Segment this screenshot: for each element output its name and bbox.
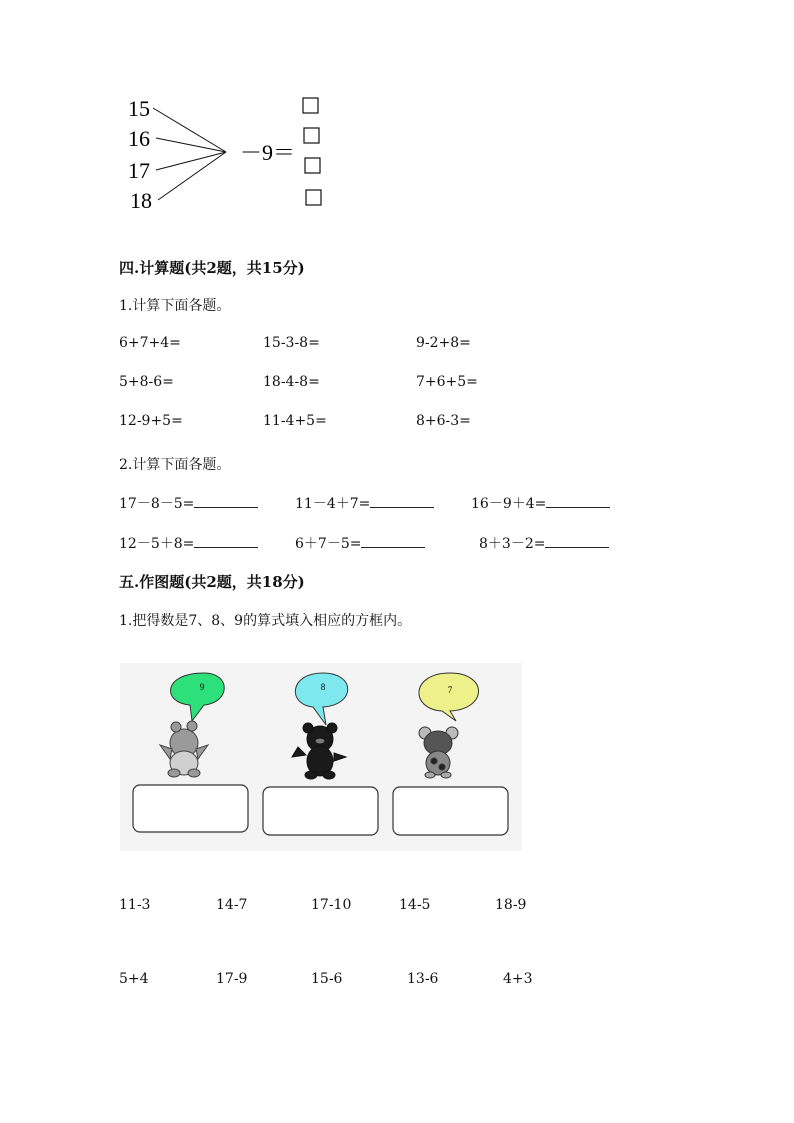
animal-picture bbox=[120, 663, 522, 851]
connector-line bbox=[156, 138, 226, 152]
expression-card[interactable]: 17-10 bbox=[311, 897, 352, 913]
diagram-svg bbox=[120, 88, 340, 218]
expression: 12-9+5= bbox=[119, 413, 183, 429]
answer-box bbox=[303, 98, 318, 113]
fill-expression bbox=[295, 533, 425, 553]
expression-card[interactable]: 11-3 bbox=[119, 897, 151, 913]
answer-box-9 bbox=[133, 785, 248, 832]
answer-box-8 bbox=[263, 787, 378, 835]
answer-blank[interactable] bbox=[545, 533, 609, 548]
connector-line bbox=[158, 152, 226, 200]
expression-card[interactable]: 5+4 bbox=[119, 971, 149, 987]
expression: 7+6+5= bbox=[416, 374, 478, 390]
answer-box bbox=[304, 128, 319, 143]
fill-expression bbox=[479, 533, 609, 553]
expression: 17－8－5= bbox=[119, 496, 195, 512]
fill-expression bbox=[295, 493, 434, 513]
answer-box bbox=[306, 190, 321, 205]
section4-q1-prompt: 1.计算下面各题。 bbox=[119, 298, 231, 314]
expression: 8+6-3= bbox=[416, 413, 471, 429]
expression: 8＋3－2= bbox=[479, 536, 546, 552]
answer-box-7 bbox=[393, 787, 508, 835]
answer-box bbox=[305, 158, 320, 173]
expression-card[interactable]: 4+3 bbox=[503, 971, 533, 987]
diagram-number-15: 15 bbox=[128, 96, 150, 121]
fill-expression bbox=[119, 533, 258, 553]
diagram-operation: －9＝ bbox=[240, 140, 296, 165]
expression-card[interactable]: 13-6 bbox=[407, 971, 439, 987]
answer-blank[interactable] bbox=[361, 533, 425, 548]
subtraction-diagram bbox=[120, 88, 340, 218]
section5-heading: 五.作图题(共2题，共18分) bbox=[119, 573, 305, 591]
expression-card[interactable]: 14-7 bbox=[216, 897, 248, 913]
expression-card[interactable]: 18-9 bbox=[495, 897, 527, 913]
expression-card[interactable]: 17-9 bbox=[216, 971, 248, 987]
expression: 18-4-8= bbox=[263, 374, 320, 390]
section5-q1-prompt: 1.把得数是7、8、9的算式填入相应的方框内。 bbox=[119, 613, 412, 629]
bubble-label-8: 8 bbox=[320, 682, 326, 692]
expression: 11－4＋7= bbox=[295, 496, 371, 512]
answer-blank[interactable] bbox=[194, 493, 258, 508]
expression: 16－9＋4= bbox=[471, 496, 547, 512]
diagram-number-18: 18 bbox=[130, 188, 152, 213]
fill-expression bbox=[471, 493, 610, 513]
connector-line bbox=[156, 152, 226, 170]
section4-heading: 四.计算题(共2题，共15分) bbox=[119, 259, 305, 277]
expression: 5+8-6= bbox=[119, 374, 174, 390]
diagram-number-17: 17 bbox=[128, 158, 150, 183]
bubble-label-7: 7 bbox=[447, 685, 453, 695]
answer-blank[interactable] bbox=[194, 533, 258, 548]
section4-q2-prompt: 2.计算下面各题。 bbox=[119, 457, 231, 473]
expression: 11-4+5= bbox=[263, 413, 327, 429]
connector-line bbox=[153, 108, 226, 152]
animal-picture-svg bbox=[120, 663, 522, 851]
diagram-number-16: 16 bbox=[128, 126, 150, 151]
expression: 9-2+8= bbox=[416, 335, 471, 351]
answer-blank[interactable] bbox=[546, 493, 610, 508]
expression-card[interactable]: 14-5 bbox=[399, 897, 431, 913]
expression: 6+7+4= bbox=[119, 335, 181, 351]
expression: 15-3-8= bbox=[263, 335, 320, 351]
answer-blank[interactable] bbox=[370, 493, 434, 508]
expression: 6＋7－5= bbox=[295, 536, 362, 552]
bubble-label-9: 9 bbox=[199, 682, 205, 692]
expression: 12－5＋8= bbox=[119, 536, 195, 552]
fill-expression bbox=[119, 493, 258, 513]
expression-card[interactable]: 15-6 bbox=[311, 971, 343, 987]
